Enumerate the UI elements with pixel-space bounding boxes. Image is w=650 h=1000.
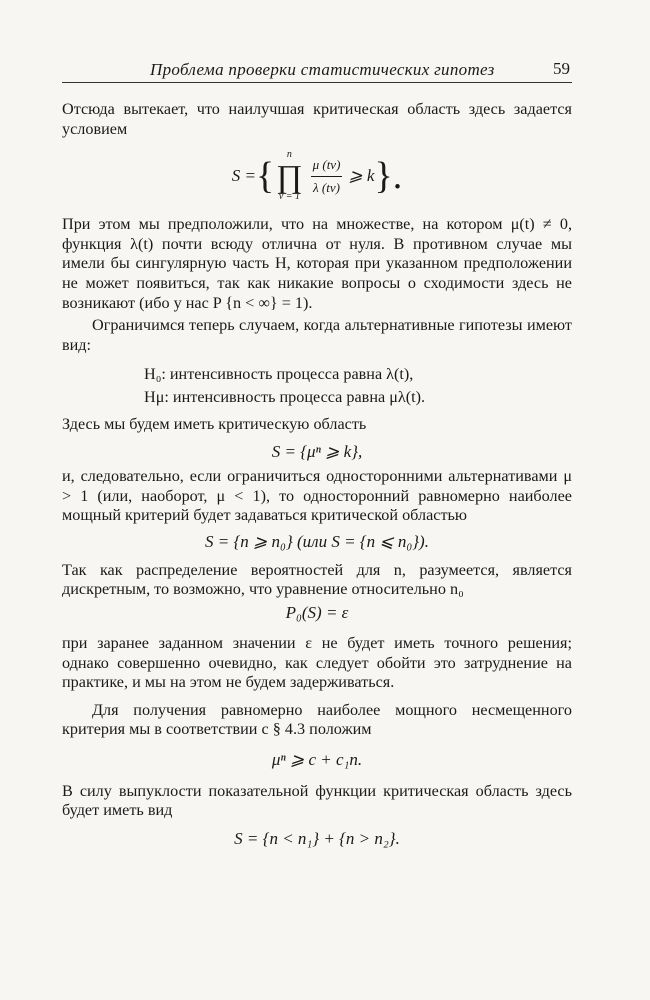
paragraph-3: Ограничимся теперь случаем, когда альтернативные гипотезы имеют вид: [62, 316, 572, 354]
formula-5: μⁿ ⩾ c + c₁n. [271, 749, 363, 769]
page-number: 59 [553, 59, 570, 78]
hypotheses-block [62, 363, 572, 409]
formula-critical-region-product [62, 141, 572, 211]
paragraph-9: В силу выпуклости показательной функции критическая область здесь будет иметь вид [62, 781, 572, 820]
paragraph-2: При этом мы предположили, что на множестве, на котором μ(t) ≠ 0, функция λ(t) почти всюду отлична от нуля. В противном случае мы имели бы сингулярную часть H, которая при указанном предположении не может появиться, так как никакие вопросы о сходимости здесь не возникают (ибо у нас P {n < ∞} = 1). [62, 215, 572, 312]
formula-1-close-brace: }. [374, 155, 403, 198]
product-symbol: ∏ [276, 158, 303, 195]
running-title: Проблема проверки статистических гипотез [150, 60, 495, 79]
hypothesis-hmu: Hμ: интенсивность процесса равна μλ(t). [144, 388, 426, 407]
product-operator [276, 150, 302, 202]
likelihood-fraction [311, 154, 343, 199]
formula-3: S = {n ⩾ n₀} (или S = {n ⩽ n₀}). [205, 531, 429, 551]
paragraph-8: Для получения равномерно наиболее мощного несмещенного критерия мы в соответствии с § 4.3 положим [62, 700, 572, 739]
fraction-denominator: λ (tν) [313, 179, 340, 195]
hypothesis-h0: H₀: интенсивность процесса равна λ(t), [144, 365, 414, 384]
product-lower-limit: ν = 1 [278, 191, 301, 203]
paragraph-7: при заранее заданном значении ε не будет иметь точного решения; однако совершенно очевидно, как следует обойти это затруднение на практике, и мы на этом не будем задерживаться. [62, 633, 572, 692]
fraction-numerator: μ (tν) [311, 154, 343, 177]
formula-2: S = {μⁿ ⩾ k}, [271, 441, 363, 461]
product-upper-limit: n [286, 149, 292, 161]
page-body [62, 100, 572, 850]
formula-1-lhs: S = [231, 166, 256, 186]
formula-4: P₀(S) = ε [285, 602, 349, 622]
formula-1-rhs: ⩾ k [348, 166, 375, 186]
paragraph-6: Так как распределение вероятностей для n, разумеется, является дискретным, то возможно, что уравнение относительно n₀ [62, 560, 572, 599]
paragraph-4: Здесь мы будем иметь критическую область [62, 415, 367, 434]
paragraph-5: и, следовательно, если ограничиться односторонними альтернативами μ > 1 (или, наоборот, μ < 1), то односторонний равномерно наиболее мощный критерий будет задаваться критической областью [62, 466, 572, 525]
formula-6: S = {n < n₁} + {n > n₂}. [234, 829, 400, 849]
paragraph-1: Отсюда вытекает, что наилучшая критическая область здесь задается условием [62, 100, 572, 138]
formula-1-open-brace: { [256, 155, 275, 198]
running-header [62, 58, 572, 83]
